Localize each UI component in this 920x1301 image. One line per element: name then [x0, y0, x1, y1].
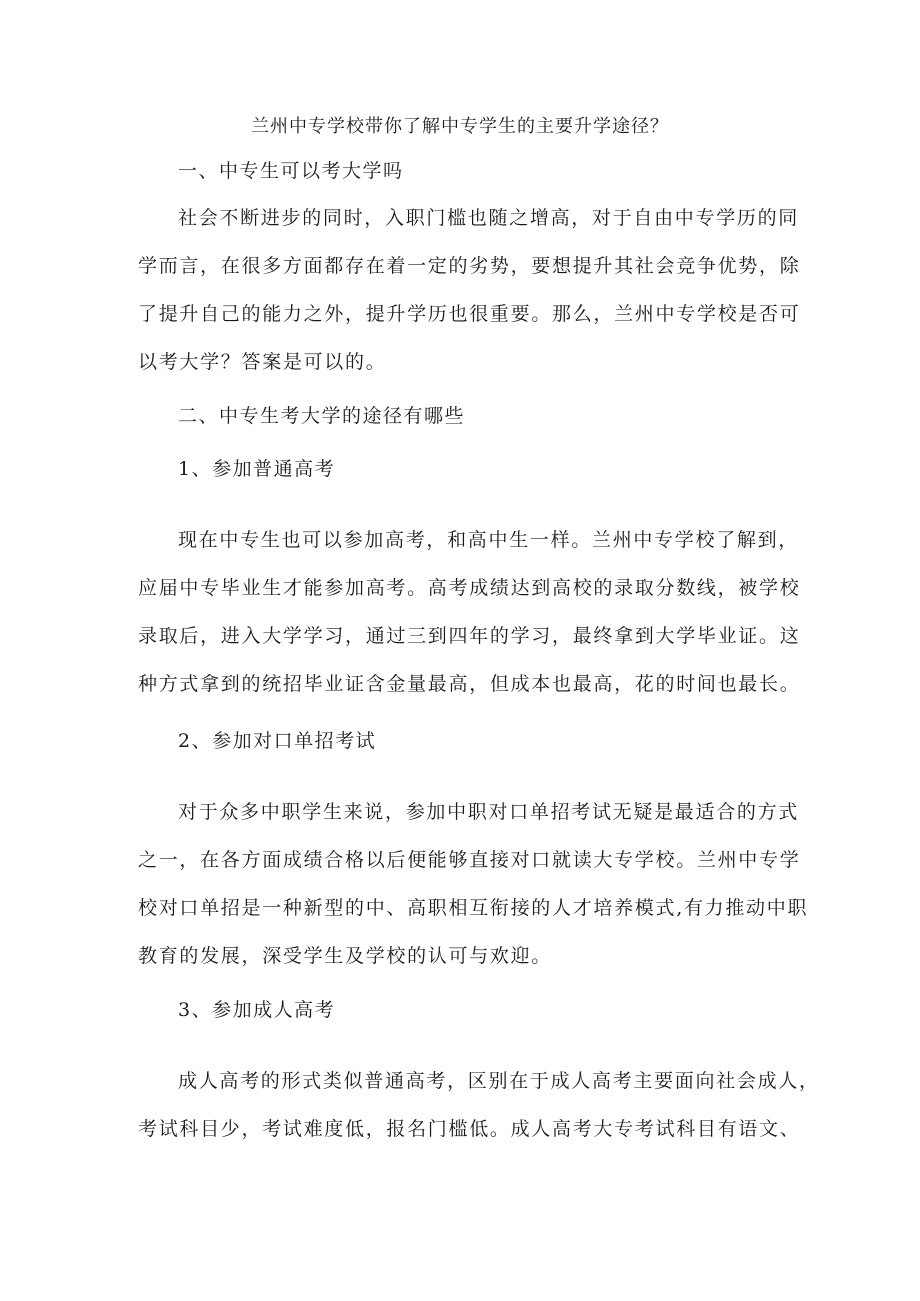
document-title: 兰州中专学校带你了解中专学生的主要升学途径？ [251, 116, 669, 137]
paragraph-line: 了提升自己的能力之外，提升学历也很重要。那么，兰州中专学校是否可 [138, 303, 801, 325]
paragraph-line: 成人高考的形式类似普通高考，区别在于成人高考主要面向社会成人， [178, 1070, 820, 1092]
item-3-paragraph [138, 1057, 820, 1153]
item-1-paragraph [138, 516, 801, 708]
paragraph-line: 对于众多中职学生来说，参加中职对口单招考试无疑是最适合的方式 [178, 801, 800, 823]
paragraph-line: 录取后，进入大学学习，通过三到四年的学习，最终拿到大学毕业证。这 [138, 625, 801, 647]
paragraph-line: 校对口单招是一种新型的中、高职相互衔接的人才培养模式,有力推动中职 [138, 897, 809, 919]
paragraph-line: 现在中专生也可以参加高考，和高中生一样。兰州中专学校了解到， [178, 529, 800, 551]
item-heading-1: 1、参加普通高考 [178, 458, 336, 480]
paragraph-line: 之一，在各方面成绩合格以后便能够直接对口就读大专学校。兰州中专学 [138, 849, 801, 871]
paragraph-line: 应届中专毕业生才能参加高考。高考成绩达到高校的录取分数线，被学校 [138, 577, 801, 599]
paragraph-line: 考试科目少，考试难度低，报名门槛低。成人高考大专考试科目有语文、 [138, 1118, 801, 1140]
paragraph-line: 教育的发展，深受学生及学校的认可与欢迎。 [138, 945, 553, 967]
paragraph-line: 学而言，在很多方面都存在着一定的劣势，要想提升其社会竞争优势，除 [138, 255, 801, 277]
item-2-paragraph [138, 788, 809, 980]
item-heading-2: 2、参加对口单招考试 [178, 730, 377, 752]
paragraph-line: 以考大学？答案是可以的。 [138, 351, 387, 373]
paragraph-line: 种方式拿到的统招毕业证含金量最高，但成本也最高，花的时间也最长。 [138, 673, 801, 695]
section-heading-1: 一、中专生可以考大学吗 [178, 160, 404, 182]
paragraph-line: 社会不断进步的同时，入职门槛也随之增高，对于自由中专学历的同 [178, 207, 800, 229]
item-heading-3: 3、参加成人高考 [178, 999, 336, 1021]
section-heading-2: 二、中专生考大学的途径有哪些 [178, 405, 466, 427]
section-1-paragraph [138, 194, 801, 386]
